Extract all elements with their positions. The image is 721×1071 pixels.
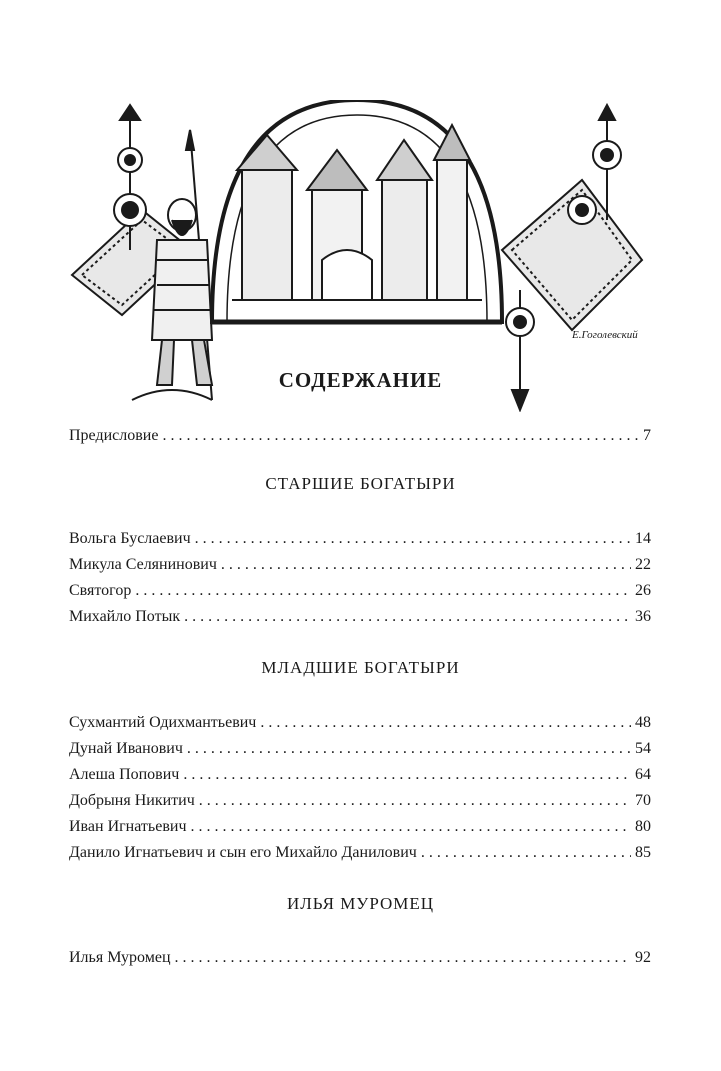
toc-entry[interactable]	[69, 841, 651, 865]
toc-entry[interactable]	[69, 737, 651, 761]
leader-dots	[187, 737, 631, 761]
toc-entry-title: Данило Игнатьевич и сын его Михайло Данилович	[69, 844, 417, 861]
leader-dots	[184, 605, 631, 629]
leader-dots	[421, 841, 631, 865]
toc-entry[interactable]	[69, 711, 651, 735]
page-title: СОДЕРЖАНИЕ	[278, 368, 443, 392]
toc-entry[interactable]	[69, 763, 651, 787]
section-heading-ilya-muromets: ИЛЬЯ МУРОМЕЦ	[286, 894, 435, 913]
toc-entry-title: Вольга Буслаевич	[69, 530, 191, 547]
castle-and-warrior-illustration	[62, 100, 652, 412]
toc-entry-page: 26	[635, 582, 651, 599]
toc-entry-title: Алеша Попович	[69, 766, 180, 783]
toc-entry[interactable]	[69, 553, 651, 577]
toc-entry[interactable]	[69, 605, 651, 629]
toc-entry[interactable]	[69, 579, 651, 603]
toc-entry-title: Святогор	[69, 582, 132, 599]
toc-entry[interactable]	[69, 815, 651, 839]
leader-dots	[199, 789, 631, 813]
toc-entry-page: 22	[635, 556, 651, 573]
toc-entry-page: 85	[635, 844, 651, 861]
toc-entry[interactable]	[69, 946, 651, 970]
toc-entry[interactable]	[69, 527, 651, 551]
leader-dots	[221, 553, 631, 577]
toc-entry-page: 70	[635, 792, 651, 809]
toc-entry-title: Предисловие	[69, 427, 159, 444]
toc-entry-title: Иван Игнатьевич	[69, 818, 187, 835]
toc-entry-page: 64	[635, 766, 651, 783]
toc-entry-page: 36	[635, 608, 651, 625]
section-heading-senior-bogatyrs: СТАРШИЕ БОГАТЫРИ	[265, 474, 456, 493]
toc-entry[interactable]	[69, 789, 651, 813]
toc-entry-title: Сухмантий Одихмантьевич	[69, 714, 257, 731]
leader-dots	[183, 763, 631, 787]
toc-entry-title: Добрыня Никитич	[69, 792, 195, 809]
toc-entry-page: 48	[635, 714, 651, 731]
leader-dots	[190, 815, 631, 839]
section-heading-junior-bogatyrs: МЛАДШИЕ БОГАТЫРИ	[261, 658, 460, 677]
right-ornament	[502, 105, 642, 410]
toc-entry-title: Микула Селянинович	[69, 556, 217, 573]
leader-dots	[195, 527, 631, 551]
toc-entry-page: 14	[635, 530, 651, 547]
toc-entry-preface[interactable]	[69, 424, 651, 448]
leader-dots	[260, 711, 631, 735]
toc-entry-page: 92	[635, 949, 651, 966]
artist-signature: Е.Гоголевский	[572, 329, 638, 341]
toc-entry-title: Дунай Иванович	[69, 740, 183, 757]
leader-dots	[175, 946, 631, 970]
toc-entry-page: 80	[635, 818, 651, 835]
leader-dots	[162, 424, 639, 448]
toc-entry-page: 54	[635, 740, 651, 757]
castle-arch	[212, 100, 502, 322]
toc-entry-title: Михайло Потык	[69, 608, 181, 625]
toc-entry-title: Илья Муромец	[69, 949, 171, 966]
toc-entry-page: 7	[643, 427, 651, 444]
leader-dots	[135, 579, 631, 603]
